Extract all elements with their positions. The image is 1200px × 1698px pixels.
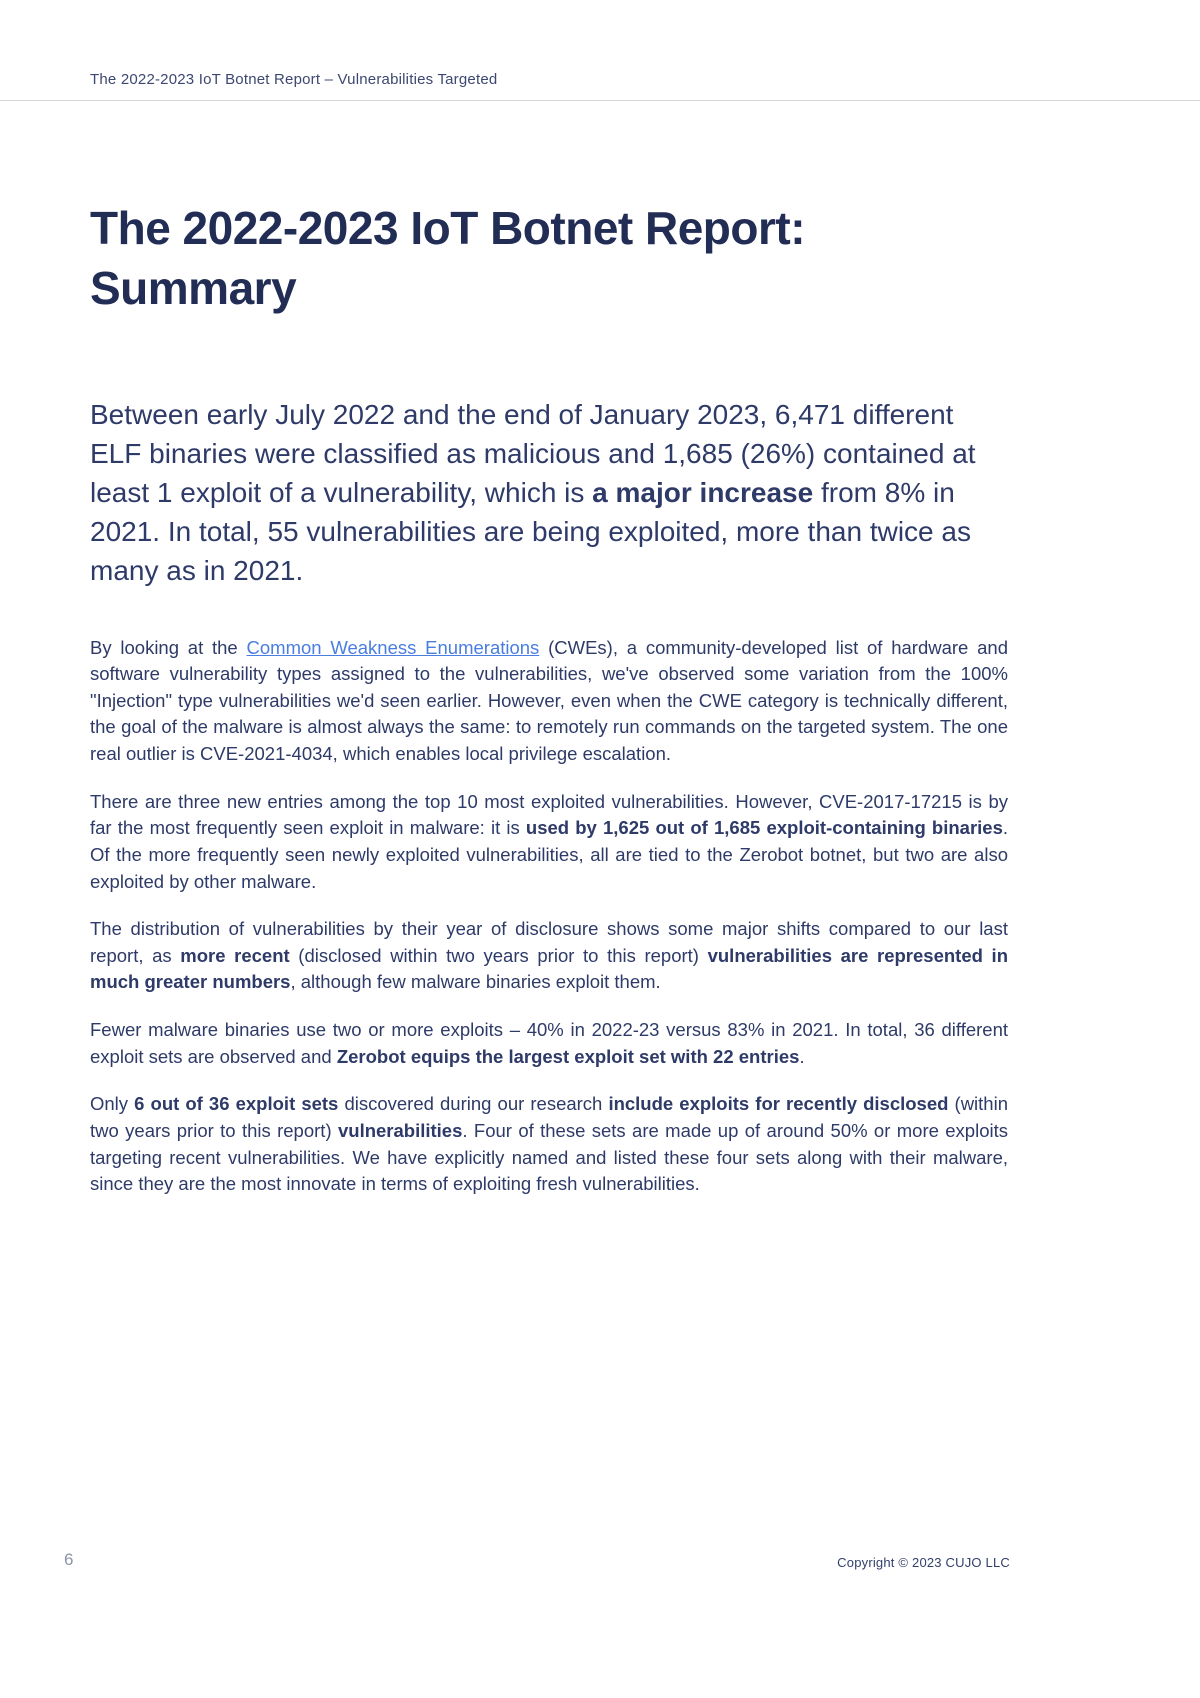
text-segment: , although few malware binaries exploit them. xyxy=(290,971,661,993)
text-segment: . xyxy=(799,1045,805,1067)
paragraph-top10 xyxy=(90,789,1008,896)
emphasis-text: Zerobot equips the largest exploit set with 22 entries xyxy=(336,1045,800,1067)
text-segment: Only xyxy=(90,1093,135,1115)
text-segment: There are three new entries among the top 10 most exploited vulnerabilities. However, CVE-2017-17215 is by far the most frequently seen exploit in malware: it is xyxy=(90,790,1008,839)
text-segment: (within two years prior to this report) xyxy=(90,1093,1008,1141)
page-title-line2: Summary xyxy=(90,261,297,314)
summary-lead-paragraph xyxy=(90,395,1008,591)
text-segment: Fewer malware binaries use two or more exploits – 40% in 2022-23 versus 83% in 2021. In total, 36 different exploit sets are observed and xyxy=(90,1019,1008,1067)
page-footer xyxy=(64,1550,1010,1570)
page-content xyxy=(90,101,1008,1219)
paragraph-cwe xyxy=(90,635,1008,768)
body-copy xyxy=(90,635,1008,1198)
emphasis-text: vulnerabilities xyxy=(337,1119,463,1141)
copyright-text: Copyright © 2023 CUJO LLC xyxy=(837,1555,1010,1570)
emphasis-text: a major increase xyxy=(592,476,814,508)
text-segment: . Of the more frequently seen newly exploited vulnerabilities, all are tied to the Zerobot botnet, but two are also exploited by other malware. xyxy=(90,817,1008,892)
paragraph-distribution xyxy=(90,916,1008,996)
text-segment: . Four of these sets are made up of around 50% or more exploits targeting recent vulnerabilities. We have explicitly named and listed these four sets along with their malware, since they are the most innovate in terms of exploiting fresh vulnerabilities. xyxy=(90,1119,1008,1195)
text-segment: from 8% in 2021. In total, 55 vulnerabilities are being exploited, more than twice as many as in 2021. xyxy=(90,476,971,587)
text-segment: discovered during our research xyxy=(338,1093,609,1115)
text-segment: By looking at the xyxy=(90,636,247,658)
emphasis-text: include exploits for recently disclosed xyxy=(608,1093,949,1115)
paragraph-exploit-sets xyxy=(90,1017,1008,1070)
page-number: 6 xyxy=(64,1550,74,1569)
emphasis-text: 6 out of 36 exploit sets xyxy=(134,1093,339,1115)
page-title-line1: The 2022-2023 IoT Botnet Report: xyxy=(90,202,806,254)
text-segment: Between early July 2022 and the end of January 2023, 6,471 different ELF binaries were classified as malicious and 1,685 (26%) contained at least 1 exploit of a vulnerability, which is xyxy=(90,398,976,508)
text-segment: (CWEs), a community-developed list of hardware and software vulnerability types assigned to the vulnerabilities, we've observed some variation from the 100% "Injection" type vulnerabilities we'd seen earlier. However, even when the CWE category is technically different, the goal of the malware is almost always the same: to remotely run commands on the targeted system. The one real outlier is CVE-2021-4034, which enables local privilege escalation. xyxy=(90,636,1008,765)
paragraph-recent-sets xyxy=(90,1091,1008,1198)
page-title xyxy=(90,199,1008,319)
running-header-text: The 2022-2023 IoT Botnet Report – Vulnerabilities Targeted xyxy=(90,71,498,88)
emphasis-text: used by 1,625 out of 1,685 exploit-containing binaries xyxy=(525,817,1003,839)
emphasis-text: more recent xyxy=(180,944,290,966)
emphasis-text: vulnerabilities are represented in much greater numbers xyxy=(90,944,1008,993)
text-segment: The distribution of vulnerabilities by their year of disclosure shows some major shifts compared to our last report, as xyxy=(90,918,1008,966)
cwe-link[interactable]: Common Weakness Enumerations xyxy=(246,636,540,658)
page-header xyxy=(0,0,1200,101)
text-segment: (disclosed within two years prior to this report) xyxy=(289,944,708,966)
